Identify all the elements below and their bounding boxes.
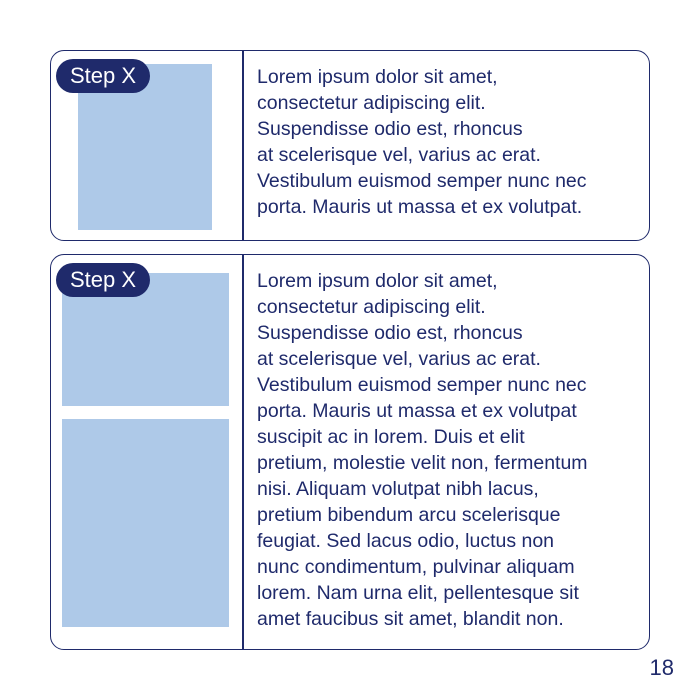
text-line: consectetur adipiscing elit.	[257, 92, 486, 114]
text-line: pretium bibendum arcu scelerisque	[257, 504, 561, 526]
step-card	[50, 254, 650, 650]
text-line: consectetur adipiscing elit.	[257, 296, 486, 318]
text-line: Suspendisse odio est, rhoncus	[257, 118, 523, 140]
step-card	[50, 50, 650, 241]
text-line: at scelerisque vel, varius ac erat.	[257, 144, 541, 166]
text-line: Vestibulum euismod semper nunc nec	[257, 170, 587, 192]
step-badge: Step X	[56, 263, 150, 297]
text-line: Vestibulum euismod semper nunc nec	[257, 374, 587, 396]
text-line: Suspendisse odio est, rhoncus	[257, 322, 523, 344]
text-line: Lorem ipsum dolor sit amet,	[257, 270, 498, 292]
text-line: suscipit ac in lorem. Duis et elit	[257, 426, 525, 448]
text-line: Lorem ipsum dolor sit amet,	[257, 66, 498, 88]
step-badge: Step X	[56, 59, 150, 93]
text-line: porta. Mauris ut massa et ex volutpat.	[257, 196, 583, 218]
image-placeholder	[62, 419, 229, 627]
column-divider	[242, 255, 244, 649]
column-divider	[242, 51, 244, 240]
text-line: nunc condimentum, pulvinar aliquam	[257, 556, 575, 578]
text-line: lorem. Nam urna elit, pellentesque sit	[257, 582, 579, 604]
text-line: amet faucibus sit amet, blandit non.	[257, 608, 564, 630]
text-line: pretium, molestie velit non, fermentum	[257, 452, 588, 474]
text-line: porta. Mauris ut massa et ex volutpat	[257, 400, 577, 422]
text-line: feugiat. Sed lacus odio, luctus non	[257, 530, 555, 552]
text-line: at scelerisque vel, varius ac erat.	[257, 348, 541, 370]
text-line: nisi. Aliquam volutpat nibh lacus,	[257, 478, 539, 500]
step-text	[257, 268, 641, 632]
page-number: 18	[649, 655, 674, 680]
step-text	[257, 64, 641, 220]
